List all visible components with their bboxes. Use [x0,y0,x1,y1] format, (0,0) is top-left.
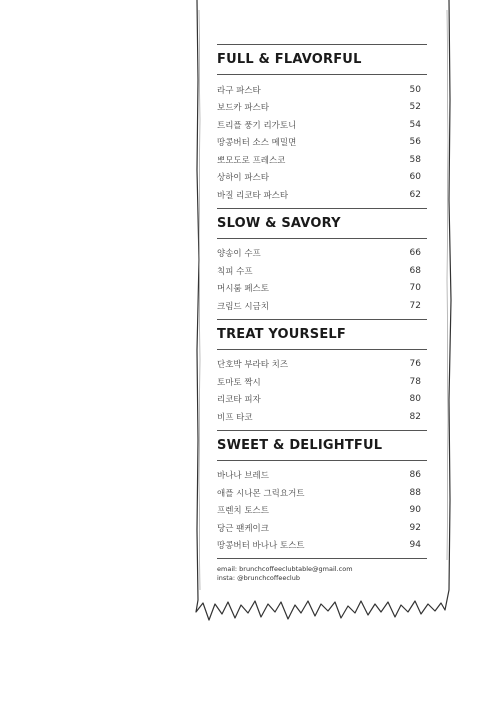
item-name: 토마토 짝시 [217,377,261,388]
item-name: 프렌치 토스트 [217,506,269,517]
item-name: 비프 타코 [217,412,253,423]
item-page: 56 [409,137,421,148]
item-name: 리코타 피자 [217,395,261,406]
item-page: 88 [409,487,421,498]
section-divider [217,558,427,559]
item-name: 보드카 파스타 [217,103,269,114]
item-page: 54 [409,119,421,130]
contact-instagram: insta: @brunchcoffeeclub [217,573,300,582]
menu-index [217,44,427,582]
item-page: 82 [409,411,421,422]
section-full-flavorful [217,44,427,208]
list-item [217,99,427,117]
list-item [217,484,427,502]
item-page: 58 [409,154,421,165]
item-name: 바질 리코타 파스타 [217,190,289,201]
item-name: 단호박 부라타 치즈 [217,360,289,371]
list-item [217,502,427,520]
item-page: 60 [409,172,421,183]
item-name: 땅콩버터 소스 메밀면 [217,138,297,149]
contact-info [217,565,427,582]
list-item [217,356,427,374]
list-item [217,467,427,485]
list-item [217,373,427,391]
item-page: 76 [409,359,421,370]
section-title: SWEET & DELIGHTFUL [217,437,383,453]
item-name: 뽀모도로 프레스코 [217,155,286,166]
item-list [217,239,427,319]
section-title: TREAT YOURSELF [217,326,346,342]
list-item [217,519,427,537]
item-page: 80 [409,394,421,405]
section-slow-savory [217,208,427,319]
item-name: 애플 시나몬 그릭요거트 [217,488,305,499]
item-name: 머시룸 페스토 [217,284,269,295]
item-list [217,350,427,430]
item-name: 라구 파스타 [217,85,261,96]
list-item [217,134,427,152]
item-page: 62 [409,189,421,200]
list-item [217,116,427,134]
item-list [217,75,427,208]
item-name: 트리플 풍기 리가토니 [217,120,297,131]
item-list [217,461,427,559]
item-page: 94 [409,540,421,551]
item-name: 칙피 수프 [217,266,253,277]
list-item [217,81,427,99]
list-item [217,537,427,555]
section-title: FULL & FLAVORFUL [217,52,362,67]
list-item [217,151,427,169]
item-page: 52 [409,102,421,113]
list-item [217,169,427,187]
section-treat-yourself [217,319,427,430]
list-item [217,186,427,204]
item-name: 상하이 파스타 [217,173,269,184]
item-name: 양송이 수프 [217,249,261,260]
list-item [217,262,427,280]
item-page: 72 [409,300,421,311]
item-page: 90 [409,505,421,516]
section-title: SLOW & SAVORY [217,215,341,231]
list-item [217,297,427,315]
contact-email: email: brunchcoffeeclubtable@gmail.com [217,565,353,573]
item-page: 68 [409,265,421,276]
item-name: 당근 팬케이크 [217,523,269,534]
item-page: 86 [409,470,421,481]
item-page: 66 [409,248,421,259]
list-item [217,391,427,409]
item-page: 50 [409,84,421,95]
item-page: 78 [409,376,421,387]
item-name: 바나나 브레드 [217,471,269,482]
list-item [217,408,427,426]
list-item [217,280,427,298]
item-name: 땅콩버터 바나나 토스트 [217,541,305,552]
item-page: 92 [409,522,421,533]
item-page: 70 [409,283,421,294]
list-item [217,245,427,263]
section-sweet-delightful [217,430,427,560]
item-name: 크림드 시금치 [217,301,269,312]
